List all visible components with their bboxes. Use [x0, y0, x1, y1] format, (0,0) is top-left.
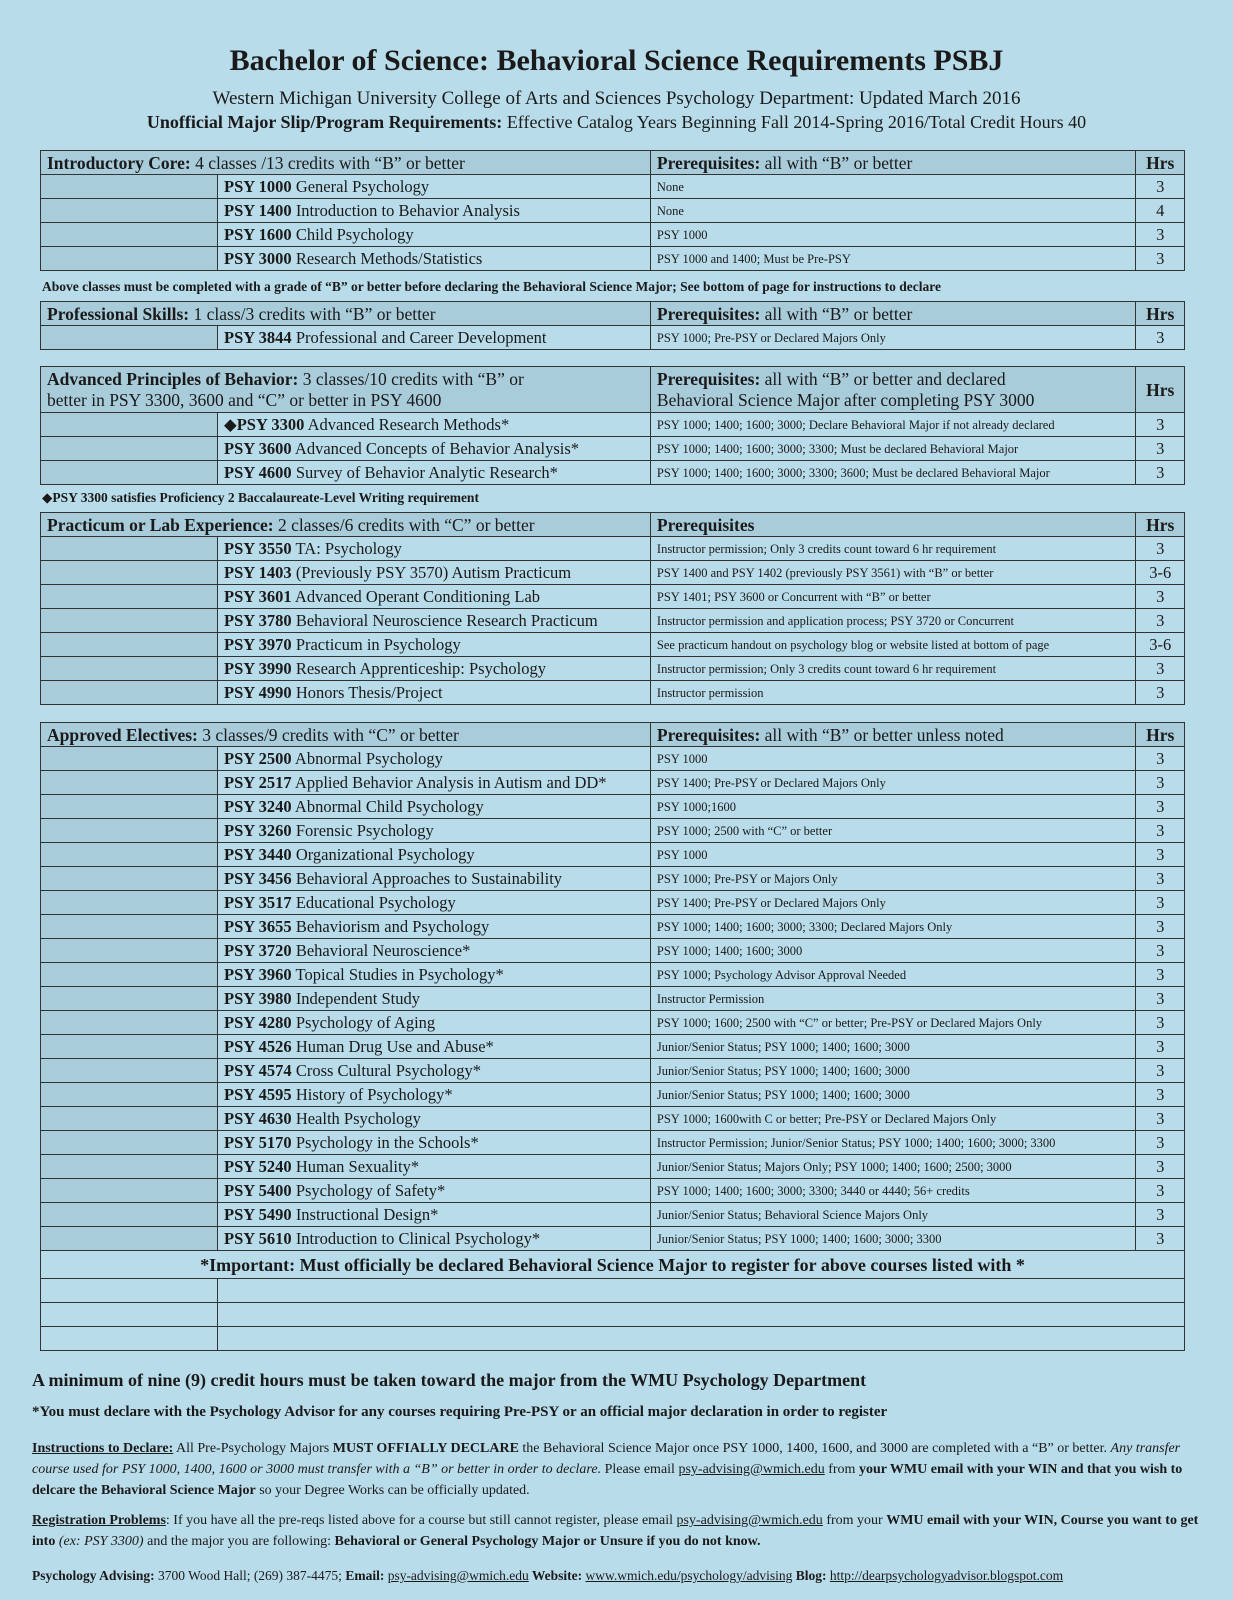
- blank-cell: [41, 1083, 218, 1107]
- course-row: [41, 915, 1185, 939]
- email-link[interactable]: psy-advising@wmich.edu: [676, 1513, 823, 1528]
- table-header: [41, 513, 1185, 537]
- course-name: Educational Psychology: [291, 892, 456, 912]
- prereq-cell: Instructor permission: [650, 681, 1136, 705]
- hrs-cell: 3: [1136, 1107, 1185, 1131]
- prereq-cell: PSY 1000; Psychology Advisor Approval Needed: [650, 963, 1136, 987]
- course-row: [41, 1155, 1185, 1179]
- course-name: Human Drug Use and Abuse*: [291, 1036, 494, 1056]
- hrs-cell: 3: [1136, 247, 1185, 271]
- course-row: [41, 199, 1185, 223]
- course-cell: [218, 1083, 651, 1107]
- hrs-header: Hrs: [1136, 513, 1185, 537]
- prereq-header: Prerequisites: all with “B” or better: [650, 302, 1136, 326]
- prereq-cell: PSY 1000: [650, 843, 1136, 867]
- blank-cell: [41, 247, 218, 271]
- course-row: [41, 1131, 1185, 1155]
- prereq-cell: Junior/Senior Status; Behavioral Science Majors Only: [650, 1203, 1136, 1227]
- course-name: Advanced Research Methods*: [304, 414, 510, 434]
- course-row: [41, 1083, 1185, 1107]
- page-title: Bachelor of Science: Behavioral Science Requirements PSBJ: [229, 44, 1004, 77]
- prereq-cell: PSY 1000; 1400; 1600; 3000; Declare Behavioral Major if not already declared: [650, 413, 1136, 437]
- course-cell: [218, 561, 651, 585]
- course-row: [41, 461, 1185, 485]
- course-code: PSY 1600: [224, 224, 292, 244]
- course-name: Organizational Psychology: [291, 844, 475, 864]
- prereq-cell: PSY 1000; 1400; 1600; 3000: [650, 939, 1136, 963]
- hrs-cell: 3: [1136, 413, 1185, 437]
- course-name: Independent Study: [291, 988, 420, 1008]
- registration-problems: Registration Problems: If you have all the pre-reqs listed above for a course but still cannot register, please email psy-advising@wmich.edu from your WMU email with your WIN, Course you want to get into (ex: PSY 3300) and the major you are following: Behavioral or General Psychology Major or Unsure if you do not know.: [32, 1513, 1199, 1549]
- course-row: [41, 1179, 1185, 1203]
- blank-cell: [41, 561, 218, 585]
- approved-electives-table: [40, 722, 1185, 1351]
- course-code: PSY 3240: [224, 796, 292, 816]
- course-cell: [218, 681, 651, 705]
- blank-row: [41, 1327, 1185, 1351]
- course-cell: [218, 1011, 651, 1035]
- course-code: PSY 3655: [224, 916, 292, 936]
- hrs-cell: 3: [1136, 987, 1185, 1011]
- prereq-cell: PSY 1000; 1600with C or better; Pre-PSY or Declared Majors Only: [650, 1107, 1136, 1131]
- course-code: PSY 4600: [224, 462, 292, 482]
- hrs-cell: 3: [1136, 437, 1185, 461]
- course-cell: [218, 1227, 651, 1251]
- course-cell: [218, 413, 651, 437]
- blank-cell: [41, 963, 218, 987]
- intro-note: Above classes must be completed with a grade of “B” or better before declaring the Behavioral Science Major; See bottom of page for instructions to declare: [42, 279, 941, 294]
- hrs-cell: 3: [1136, 681, 1185, 705]
- hrs-cell: 3: [1136, 223, 1185, 247]
- table-header: [41, 723, 1185, 747]
- blank-cell: [41, 891, 218, 915]
- blank-cell: [41, 867, 218, 891]
- course-code: PSY 3517: [224, 892, 292, 912]
- email-link[interactable]: psy-advising@wmich.edu: [678, 1462, 825, 1477]
- prereq-cell: Instructor permission and application process; PSY 3720 or Concurrent: [650, 609, 1136, 633]
- course-row: [41, 561, 1185, 585]
- prereq-cell: Instructor permission; Only 3 credits count toward 6 hr requirement: [650, 657, 1136, 681]
- course-cell: [218, 1059, 651, 1083]
- hrs-cell: 3: [1136, 585, 1185, 609]
- prereq-cell: PSY 1000: [650, 747, 1136, 771]
- blank-cell: [41, 795, 218, 819]
- course-code: PSY 3550: [224, 538, 292, 558]
- prereq-cell: PSY 1000; 2500 with “C” or better: [650, 819, 1136, 843]
- course-row: [41, 1035, 1185, 1059]
- course-code: PSY 3260: [224, 820, 292, 840]
- course-name: Applied Behavior Analysis in Autism and DD*: [291, 772, 607, 792]
- course-name: Child Psychology: [291, 224, 414, 244]
- course-row: [41, 657, 1185, 681]
- course-cell: [218, 1179, 651, 1203]
- prereq-header: Prerequisites: all with “B” or better: [650, 151, 1136, 175]
- course-cell: [218, 585, 651, 609]
- prereq-cell: PSY 1000; 1400; 1600; 3000; 3300; Declared Majors Only: [650, 915, 1136, 939]
- course-name: Behavioral Approaches to Sustainability: [291, 868, 563, 888]
- blank-cell: [41, 1179, 218, 1203]
- blank-cell: [41, 1011, 218, 1035]
- blank-cell: [41, 437, 218, 461]
- course-code: PSY 3990: [224, 658, 292, 678]
- course-cell: [218, 1203, 651, 1227]
- course-name: Honors Thesis/Project: [291, 682, 443, 702]
- course-cell: [218, 867, 651, 891]
- course-cell: [218, 891, 651, 915]
- blank-cell: [41, 747, 218, 771]
- blank-cell: [41, 609, 218, 633]
- adv-note: ◆PSY 3300 satisfies Proficiency 2 Baccalaureate-Level Writing requirement: [42, 490, 479, 505]
- course-cell: [218, 795, 651, 819]
- course-code: PSY 1400: [224, 200, 292, 220]
- hrs-header: Hrs: [1136, 367, 1185, 413]
- prereq-header: Prerequisites: all with “B” or better and declared Behavioral Science Major after completing PSY 3000: [650, 367, 1136, 413]
- hrs-header: Hrs: [1136, 302, 1185, 326]
- hrs-cell: 3: [1136, 1227, 1185, 1251]
- course-cell: [218, 326, 651, 350]
- hrs-cell: 3: [1136, 1035, 1185, 1059]
- course-name: Behaviorism and Psychology: [291, 916, 490, 936]
- course-cell: [218, 247, 651, 271]
- prereq-cell: PSY 1000; 1400; 1600; 3000; 3300; 3600; Must be declared Behavioral Major: [650, 461, 1136, 485]
- professional-skills-table: [40, 301, 1185, 350]
- course-code: PSY 3601: [224, 586, 292, 606]
- course-name: Professional and Career Development: [291, 327, 547, 347]
- hrs-header: Hrs: [1136, 723, 1185, 747]
- course-name: Research Methods/Statistics: [291, 248, 483, 268]
- prereq-cell: PSY 1401; PSY 3600 or Concurrent with “B” or better: [650, 585, 1136, 609]
- hrs-cell: 3: [1136, 939, 1185, 963]
- course-code: PSY 3960: [224, 964, 292, 984]
- course-row: [41, 1203, 1185, 1227]
- advanced-principles-table: [40, 366, 1185, 485]
- blank-cell: [41, 819, 218, 843]
- course-row: [41, 437, 1185, 461]
- hrs-cell: 3: [1136, 771, 1185, 795]
- blank-cell: [41, 915, 218, 939]
- prereq-cell: PSY 1000; 1400; 1600; 3000; 3300; Must be declared Behavioral Major: [650, 437, 1136, 461]
- hrs-cell: 3: [1136, 1179, 1185, 1203]
- instructions-to-declare: Instructions to Declare: All Pre-Psychology Majors MUST OFFIALLY DECLARE the Behavioral Science Major once PSY 1000, 1400, 1600, and 3000 are completed with a “B” or better. Any transfer course used for PSY 1000, 1400, 1600 or 3000 must transfer with a “B” or better in order to declare. Please email psy-advising@wmich.edu from your WMU email with your WIN and that you wish to delcare the Behavioral Science Major so your Degree Works can be officially updated.: [32, 1441, 1183, 1498]
- prereq-cell: See practicum handout on psychology blog or website listed at bottom of page: [650, 633, 1136, 657]
- course-cell: [218, 223, 651, 247]
- hrs-cell: 3: [1136, 461, 1185, 485]
- course-code: PSY 5490: [224, 1204, 292, 1224]
- contact-line: Psychology Advising: 3700 Wood Hall; (269) 387-4475; Email: psy-advising@wmich.edu Website: www.wmich.edu/psychology/advising Blog: http://dearpsychologyadvisor.blogspot.com: [32, 1568, 1064, 1583]
- blank-row: [41, 1279, 1185, 1303]
- course-cell: [218, 175, 651, 199]
- prereq-cell: Junior/Senior Status; PSY 1000; 1400; 1600; 3000: [650, 1059, 1136, 1083]
- course-code: PSY 5240: [224, 1156, 292, 1176]
- website-link[interactable]: www.wmich.edu/psychology/advising: [585, 1568, 793, 1583]
- course-row: [41, 413, 1185, 437]
- course-cell: [218, 939, 651, 963]
- course-name: Advanced Concepts of Behavior Analysis*: [291, 438, 580, 458]
- blank-cell: [41, 461, 218, 485]
- course-row: [41, 795, 1185, 819]
- course-name: Forensic Psychology: [291, 820, 434, 840]
- course-code: PSY 3970: [224, 634, 292, 654]
- course-row: [41, 223, 1185, 247]
- hrs-cell: 3: [1136, 1155, 1185, 1179]
- prereq-cell: PSY 1000; 1600; 2500 with “C” or better; Pre-PSY or Declared Majors Only: [650, 1011, 1136, 1035]
- prereq-cell: PSY 1000; Pre-PSY or Majors Only: [650, 867, 1136, 891]
- course-code: PSY 3456: [224, 868, 292, 888]
- prereq-cell: PSY 1400; Pre-PSY or Declared Majors Only: [650, 891, 1136, 915]
- program-summary: [0, 112, 1233, 133]
- course-row: [41, 819, 1185, 843]
- course-code: PSY 5170: [224, 1132, 292, 1152]
- blog-link[interactable]: http://dearpsychologyadvisor.blogspot.com: [829, 1568, 1064, 1583]
- course-row: [41, 175, 1185, 199]
- course-name: Human Sexuality*: [291, 1156, 420, 1176]
- course-cell: [218, 609, 651, 633]
- course-code: PSY 3000: [224, 248, 292, 268]
- introductory-core-table: [40, 150, 1185, 271]
- course-code: PSY 2500: [224, 748, 292, 768]
- course-code: PSY 3720: [224, 940, 292, 960]
- course-code: PSY 1000: [224, 176, 292, 196]
- course-code: PSY 4990: [224, 682, 292, 702]
- course-cell: [218, 657, 651, 681]
- prereq-cell: Junior/Senior Status; Majors Only; PSY 1000; 1400; 1600; 2500; 3000: [650, 1155, 1136, 1179]
- prereq-cell: PSY 1000: [650, 223, 1136, 247]
- blank-cell: [41, 1203, 218, 1227]
- blank-cell: [41, 413, 218, 437]
- hrs-cell: 3: [1136, 657, 1185, 681]
- course-row: [41, 1011, 1185, 1035]
- hrs-cell: 3: [1136, 915, 1185, 939]
- course-row: [41, 326, 1185, 350]
- course-code: PSY 3780: [224, 610, 292, 630]
- course-name: General Psychology: [291, 176, 430, 196]
- important-note: *Important: Must officially be declared Behavioral Science Major to register for above courses listed with *: [41, 1251, 1185, 1279]
- prereq-cell: PSY 1000; Pre-PSY or Declared Majors Only: [650, 326, 1136, 350]
- course-row: [41, 537, 1185, 561]
- course-row: [41, 939, 1185, 963]
- blank-cell: [41, 987, 218, 1011]
- prereq-cell: Instructor Permission: [650, 987, 1136, 1011]
- prereq-cell: PSY 1000;1600: [650, 795, 1136, 819]
- course-cell: [218, 963, 651, 987]
- declare-note: *You must declare with the Psychology Advisor for any courses requiring Pre-PSY or an official major declaration in order to register: [32, 1404, 888, 1420]
- blank-cell: [41, 1227, 218, 1251]
- course-cell: [218, 747, 651, 771]
- prereq-cell: PSY 1000; 1400; 1600; 3000; 3300; 3440 or 4440; 56+ credits: [650, 1179, 1136, 1203]
- course-row: [41, 843, 1185, 867]
- course-code: PSY 4280: [224, 1012, 292, 1032]
- course-name: Psychology of Aging: [291, 1012, 436, 1032]
- course-row: [41, 867, 1185, 891]
- course-code: PSY 2517: [224, 772, 292, 792]
- course-cell: [218, 199, 651, 223]
- course-cell: [218, 771, 651, 795]
- course-code: PSY 3844: [224, 327, 292, 347]
- course-code: PSY 4574: [224, 1060, 292, 1080]
- section-label: Professional Skills: 1 class/3 credits with “B” or better: [41, 302, 651, 326]
- course-code: PSY 1403: [224, 562, 292, 582]
- section-label: Practicum or Lab Experience: 2 classes/6 credits with “C” or better: [41, 513, 651, 537]
- course-code: PSY 5400: [224, 1180, 292, 1200]
- hrs-cell: 3: [1136, 537, 1185, 561]
- hrs-cell: 3: [1136, 1011, 1185, 1035]
- blank-cell: [41, 657, 218, 681]
- hrs-cell: 3-6: [1136, 561, 1185, 585]
- course-cell: [218, 987, 651, 1011]
- blank-row: [41, 1303, 1185, 1327]
- hrs-cell: 3: [1136, 175, 1185, 199]
- course-row: [41, 585, 1185, 609]
- blank-cell: [41, 1035, 218, 1059]
- course-code: PSY 3980: [224, 988, 292, 1008]
- course-name: Research Apprenticeship: Psychology: [291, 658, 547, 678]
- blank-cell: [41, 633, 218, 657]
- hrs-cell: 4: [1136, 199, 1185, 223]
- course-row: [41, 987, 1185, 1011]
- course-row: [41, 633, 1185, 657]
- blank-cell: [41, 223, 218, 247]
- course-name: Abnormal Psychology: [291, 748, 443, 768]
- course-code: ◆PSY 3300: [224, 414, 305, 434]
- hrs-cell: 3: [1136, 747, 1185, 771]
- prereq-cell: Junior/Senior Status; PSY 1000; 1400; 1600; 3000; 3300: [650, 1227, 1136, 1251]
- hrs-cell: 3: [1136, 1203, 1185, 1227]
- section-label: Approved Electives: 3 classes/9 credits with “C” or better: [41, 723, 651, 747]
- course-code: PSY 3440: [224, 844, 292, 864]
- course-name: History of Psychology*: [291, 1084, 453, 1104]
- course-row: [41, 747, 1185, 771]
- course-cell: [218, 1035, 651, 1059]
- course-cell: [218, 461, 651, 485]
- prereq-cell: PSY 1000 and 1400; Must be Pre-PSY: [650, 247, 1136, 271]
- course-name: (Previously PSY 3570) Autism Practicum: [291, 562, 572, 582]
- hrs-header: Hrs: [1136, 151, 1185, 175]
- course-code: PSY 4595: [224, 1084, 292, 1104]
- blank-cell: [41, 1059, 218, 1083]
- course-code: PSY 3600: [224, 438, 292, 458]
- prereq-cell: Junior/Senior Status; PSY 1000; 1400; 1600; 3000: [650, 1035, 1136, 1059]
- blank-cell: [41, 585, 218, 609]
- course-cell: [218, 633, 651, 657]
- program-summary-text: Effective Catalog Years Beginning Fall 2014-Spring 2016/Total Credit Hours 40: [502, 112, 1087, 132]
- hrs-cell: 3: [1136, 1131, 1185, 1155]
- hrs-cell: 3: [1136, 326, 1185, 350]
- course-name: Instructional Design*: [291, 1204, 439, 1224]
- hrs-cell: 3-6: [1136, 633, 1185, 657]
- course-name: Practicum in Psychology: [291, 634, 461, 654]
- course-cell: [218, 843, 651, 867]
- blank-cell: [41, 1131, 218, 1155]
- course-cell: [218, 437, 651, 461]
- course-row: [41, 681, 1185, 705]
- course-name: Psychology of Safety*: [291, 1180, 446, 1200]
- course-row: [41, 1227, 1185, 1251]
- hrs-cell: 3: [1136, 1083, 1185, 1107]
- blank-cell: [41, 939, 218, 963]
- course-cell: [218, 1131, 651, 1155]
- course-name: Advanced Operant Conditioning Lab: [291, 586, 541, 606]
- course-name: Survey of Behavior Analytic Research*: [291, 462, 558, 482]
- course-name: Topical Studies in Psychology*: [291, 964, 504, 984]
- prereq-cell: Junior/Senior Status; PSY 1000; 1400; 1600; 3000: [650, 1083, 1136, 1107]
- blank-cell: [41, 199, 218, 223]
- blank-cell: [41, 771, 218, 795]
- prereq-header: Prerequisites: all with “B” or better unless noted: [650, 723, 1136, 747]
- course-name: Introduction to Behavior Analysis: [291, 200, 520, 220]
- blank-cell: [41, 537, 218, 561]
- course-name: TA: Psychology: [291, 538, 402, 558]
- blank-cell: [41, 326, 218, 350]
- hrs-cell: 3: [1136, 609, 1185, 633]
- hrs-cell: 3: [1136, 963, 1185, 987]
- blank-cell: [41, 1107, 218, 1131]
- course-cell: [218, 819, 651, 843]
- minimum-hours-note: A minimum of nine (9) credit hours must be taken toward the major from the WMU Psychology Department: [32, 1370, 867, 1390]
- course-cell: [218, 537, 651, 561]
- section-label: Advanced Principles of Behavior: 3 classes/10 credits with “B” or better in PSY 3300, 3600 and “C” or better in PSY 4600: [41, 367, 651, 413]
- table-header: [41, 367, 1185, 413]
- course-row: [41, 771, 1185, 795]
- prereq-cell: None: [650, 199, 1136, 223]
- course-row: [41, 1107, 1185, 1131]
- hrs-cell: 3: [1136, 867, 1185, 891]
- course-name: Behavioral Neuroscience*: [291, 940, 471, 960]
- course-name: Cross Cultural Psychology*: [291, 1060, 481, 1080]
- course-code: PSY 4630: [224, 1108, 292, 1128]
- section-label: Introductory Core: 4 classes /13 credits with “B” or better: [41, 151, 651, 175]
- important-row: [41, 1251, 1185, 1279]
- table-header: [41, 302, 1185, 326]
- course-code: PSY 4526: [224, 1036, 292, 1056]
- prereq-header: Prerequisites: [650, 513, 1136, 537]
- course-name: Behavioral Neuroscience Research Practicum: [291, 610, 598, 630]
- course-cell: [218, 915, 651, 939]
- course-cell: [218, 1107, 651, 1131]
- hrs-cell: 3: [1136, 819, 1185, 843]
- hrs-cell: 3: [1136, 891, 1185, 915]
- course-name: Psychology in the Schools*: [291, 1132, 479, 1152]
- prereq-cell: PSY 1400 and PSY 1402 (previously PSY 3561) with “B” or better: [650, 561, 1136, 585]
- table-header: [41, 151, 1185, 175]
- hrs-cell: 3: [1136, 795, 1185, 819]
- course-name: Abnormal Child Psychology: [291, 796, 484, 816]
- course-row: [41, 963, 1185, 987]
- prereq-cell: Instructor permission; Only 3 credits count toward 6 hr requirement: [650, 537, 1136, 561]
- blank-cell: [41, 175, 218, 199]
- course-row: [41, 609, 1185, 633]
- course-row: [41, 1059, 1185, 1083]
- prereq-cell: Instructor Permission; Junior/Senior Status; PSY 1000; 1400; 1600; 3000; 3300: [650, 1131, 1136, 1155]
- course-name: Introduction to Clinical Psychology*: [291, 1228, 541, 1248]
- course-row: [41, 891, 1185, 915]
- course-name: Health Psychology: [291, 1108, 421, 1128]
- hrs-cell: 3: [1136, 1059, 1185, 1083]
- page-subtitle: Western Michigan University College of Arts and Sciences Psychology Department: Updated March 2016: [212, 88, 1021, 109]
- prereq-cell: None: [650, 175, 1136, 199]
- blank-cell: [41, 843, 218, 867]
- blank-cell: [41, 1155, 218, 1179]
- course-cell: [218, 1155, 651, 1179]
- hrs-cell: 3: [1136, 843, 1185, 867]
- prereq-cell: PSY 1400; Pre-PSY or Declared Majors Only: [650, 771, 1136, 795]
- practicum-table: [40, 512, 1185, 705]
- program-summary-label: Unofficial Major Slip/Program Requirements:: [146, 112, 503, 132]
- course-code: PSY 5610: [224, 1228, 292, 1248]
- email-link[interactable]: psy-advising@wmich.edu: [387, 1568, 529, 1583]
- blank-cell: [41, 681, 218, 705]
- course-row: [41, 247, 1185, 271]
